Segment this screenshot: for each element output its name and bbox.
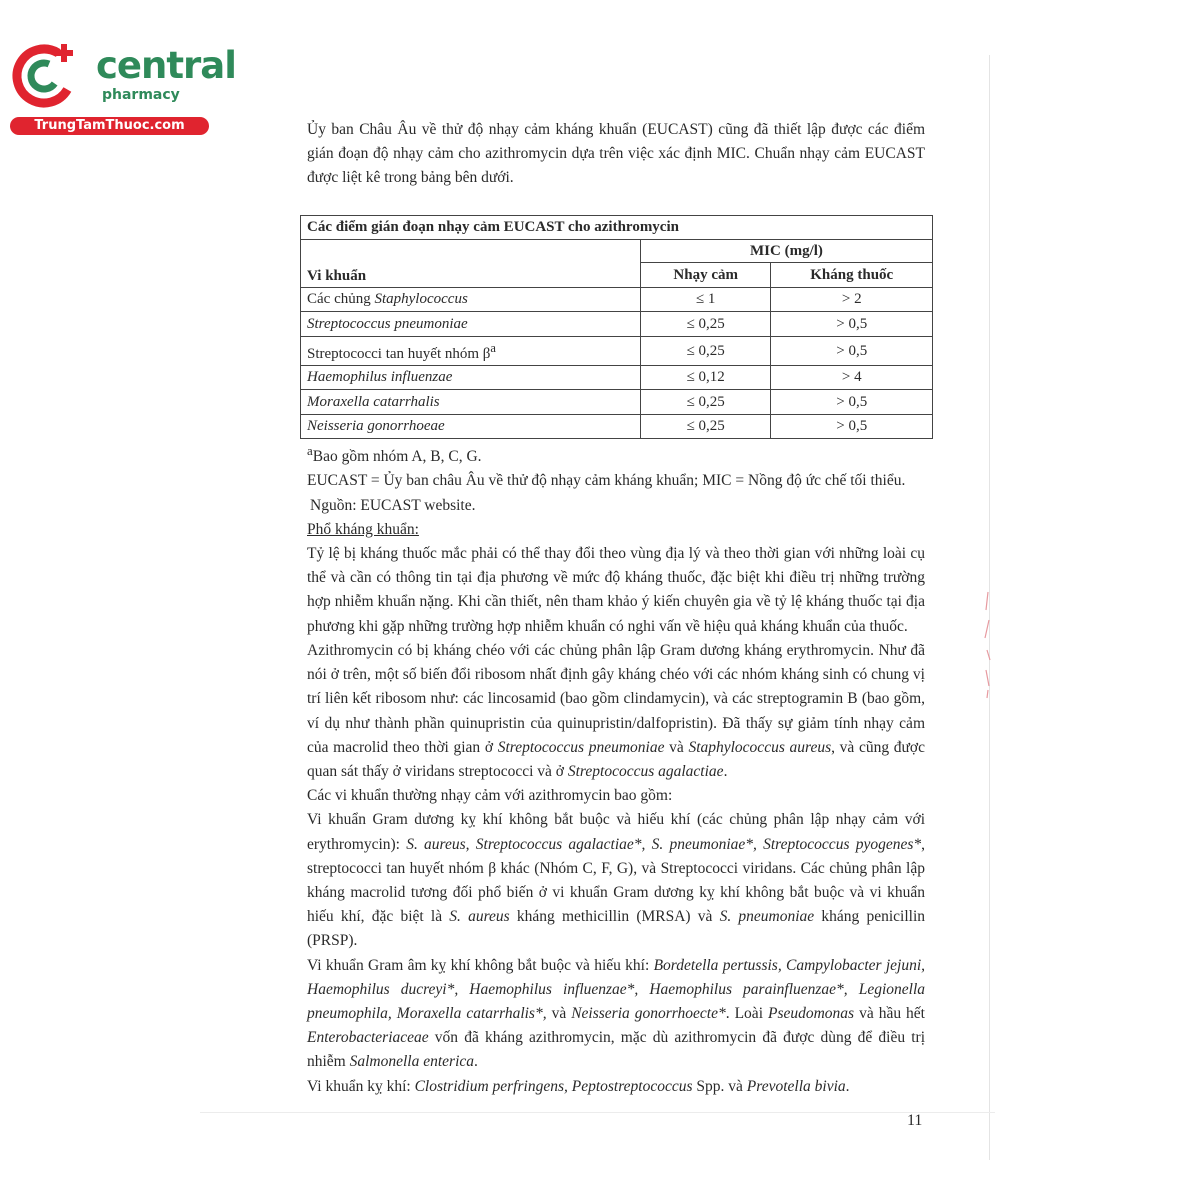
table-row	[301, 312, 933, 337]
resistant-cell: > 2	[771, 287, 933, 312]
table-row	[301, 287, 933, 312]
table-notes	[307, 439, 925, 518]
paragraph-resistance: Tỷ lệ bị kháng thuốc mắc phải có thể thay đổi theo vùng địa lý và theo thời gian với những loài cụ thể và cần có thông tin tại địa phương về mức độ kháng thuốc, đặc biệt khi điều trị những trường hợp nhiễm khuẩn nặng. Khi cần thiết, nên tham khảo ý kiến chuyên gia về tỷ lệ kháng thuốc tại địa phương khi gặp những trường hợp nhiễm khuẩn có nghi vấn về hiệu quả kháng khuẩn của thuốc.	[307, 545, 925, 635]
footnote-groups: $^a$Bao gồm nhóm A, B, C, G.	[307, 443, 482, 466]
column-header-sensitive: Nhạy cảm	[640, 262, 771, 287]
central-logo-icon	[10, 38, 82, 110]
table-title: Các điểm gián đoạn nhạy cảm EUCAST cho azithromycin	[301, 215, 933, 239]
central-pharmacy-logo	[10, 38, 236, 138]
sensitive-cell: ≤ 0,25	[640, 312, 771, 337]
column-header-resistant: Kháng thuốc	[771, 262, 933, 287]
bacteria-cell: Neisseria gonorrhoeae	[301, 414, 641, 439]
intro-paragraph: Ủy ban Châu Âu về thử độ nhạy cảm kháng khuẩn (EUCAST) cũng đã thiết lập được các điểm gián đoạn độ nhạy cảm cho azithromycin dựa trên việc xác định MIC. Chuẩn nhạy cảm EUCAST được liệt kê trong bảng bên dưới.	[307, 121, 925, 187]
resistant-cell: > 0,5	[771, 312, 933, 337]
paper-edge-bottom	[200, 1112, 995, 1113]
bacteria-cell: Các chủng Staphylococcus	[301, 287, 641, 312]
page-number: 11	[907, 1112, 923, 1129]
section-heading: Phổ kháng khuẩn:	[307, 520, 419, 538]
bacteria-cell: Haemophilus influenzae	[301, 365, 641, 390]
table-row	[301, 365, 933, 390]
paragraph-sensitive-intro: Các vi khuẩn thường nhạy cảm với azithromycin bao gồm:	[307, 787, 673, 805]
resistant-cell: > 0,5	[771, 336, 933, 365]
bacteria-cell: Streptococci tan huyết nhóm $\beta^a$	[301, 336, 641, 365]
sensitive-cell: ≤ 0,25	[640, 390, 771, 415]
column-header-bacteria: Vi khuẩn	[301, 239, 641, 287]
sensitive-cell: ≤ 0,12	[640, 365, 771, 390]
table-row	[301, 414, 933, 439]
footnote-abbreviations: EUCAST = Ủy ban châu Âu về thử độ nhạy cảm kháng khuẩn; MIC = Nồng độ ức chế tối thiểu.	[307, 472, 906, 490]
footnote-source: Nguồn: EUCAST website.	[310, 496, 476, 514]
column-header-mic: MIC (mg/l)	[640, 239, 932, 262]
document-body	[307, 118, 925, 1099]
sensitive-cell: ≤ 1	[640, 287, 771, 312]
logo-site-bar: TrungTamThuoc.com	[10, 117, 209, 135]
sensitive-cell: ≤ 0,25	[640, 414, 771, 439]
resistant-cell: > 0,5	[771, 414, 933, 439]
resistant-cell: > 4	[771, 365, 933, 390]
logo-subtitle: pharmacy	[102, 87, 180, 103]
resistant-cell: > 0,5	[771, 390, 933, 415]
paragraph-gram-negative: Vi khuẩn Gram âm kỵ khí không bắt buộc và hiếu khí: Bordetella pertussis, Campylobacter jejuni, Haemophilus ducreyi*, Haemophilus influenzae*, Haemophilus parainfluenzae*, Legionella pneumophila, Moraxella catarrhalis*, và Neisseria gonorrhoecte*. Loài Pseudomonas và hầu hết Enterobacteriaceae vốn đã kháng azithromycin, mặc dù azithromycin đã được dùng để điều trị nhiễm Salmonella enterica.	[307, 956, 926, 1071]
paragraph-anaerobic: Vi khuẩn kỵ khí: Clostridium perfringens, Peptostreptococcus Spp. và Prevotella bivia.	[307, 1077, 850, 1095]
red-stamp-mark	[980, 590, 996, 700]
eucast-breakpoint-table	[300, 215, 933, 440]
paragraph-gram-positive: Vi khuẩn Gram dương kỵ khí không bắt buộc và hiếu khí (các chủng phân lập nhạy cảm với erythromycin): S. aureus, Streptococcus agalactiae*, S. pneumoniae*, Streptococcus pyogenes*, streptococci tan huyết nhóm β khác (Nhóm C, F, G), và Streptococci viridans. Các chủng phân lập kháng macrolid tương đối phổ biến ở vi khuẩn Gram dương kỵ khí không bắt buộc và vi khuẩn hiếu khí, đặc biệt là S. aureus kháng methicillin (MRSA) và S. pneumoniae kháng penicillin (PRSP).	[307, 811, 925, 950]
bacteria-cell: Moraxella catarrhalis	[301, 390, 641, 415]
table-row	[301, 336, 933, 365]
sensitive-cell: ≤ 0,25	[640, 336, 771, 365]
paragraph-cross-resistance: Azithromycin có bị kháng chéo với các chủng phân lập Gram dương kháng erythromycin. Như đã nói ở trên, một số biến đổi ribosom nhất định gây kháng chéo với các nhóm kháng sinh có chung vị trí liên kết ribosom như: các lincosamid (bao gồm clindamycin), và các streptogramin B (bao gồm, ví dụ như thành phần quinupristin của quinupristin/dalfopristin). Đã thấy sự giảm tính nhạy cảm của macrolid theo thời gian ở Streptococcus pneumoniae và Staphylococcus aureus, và cũng được quan sát thấy ở viridans streptococci và ở Streptococcus agalactiae.	[307, 641, 925, 780]
logo-wordmark: central	[96, 44, 236, 87]
table-row	[301, 390, 933, 415]
bacteria-cell: Streptococcus pneumoniae	[301, 312, 641, 337]
